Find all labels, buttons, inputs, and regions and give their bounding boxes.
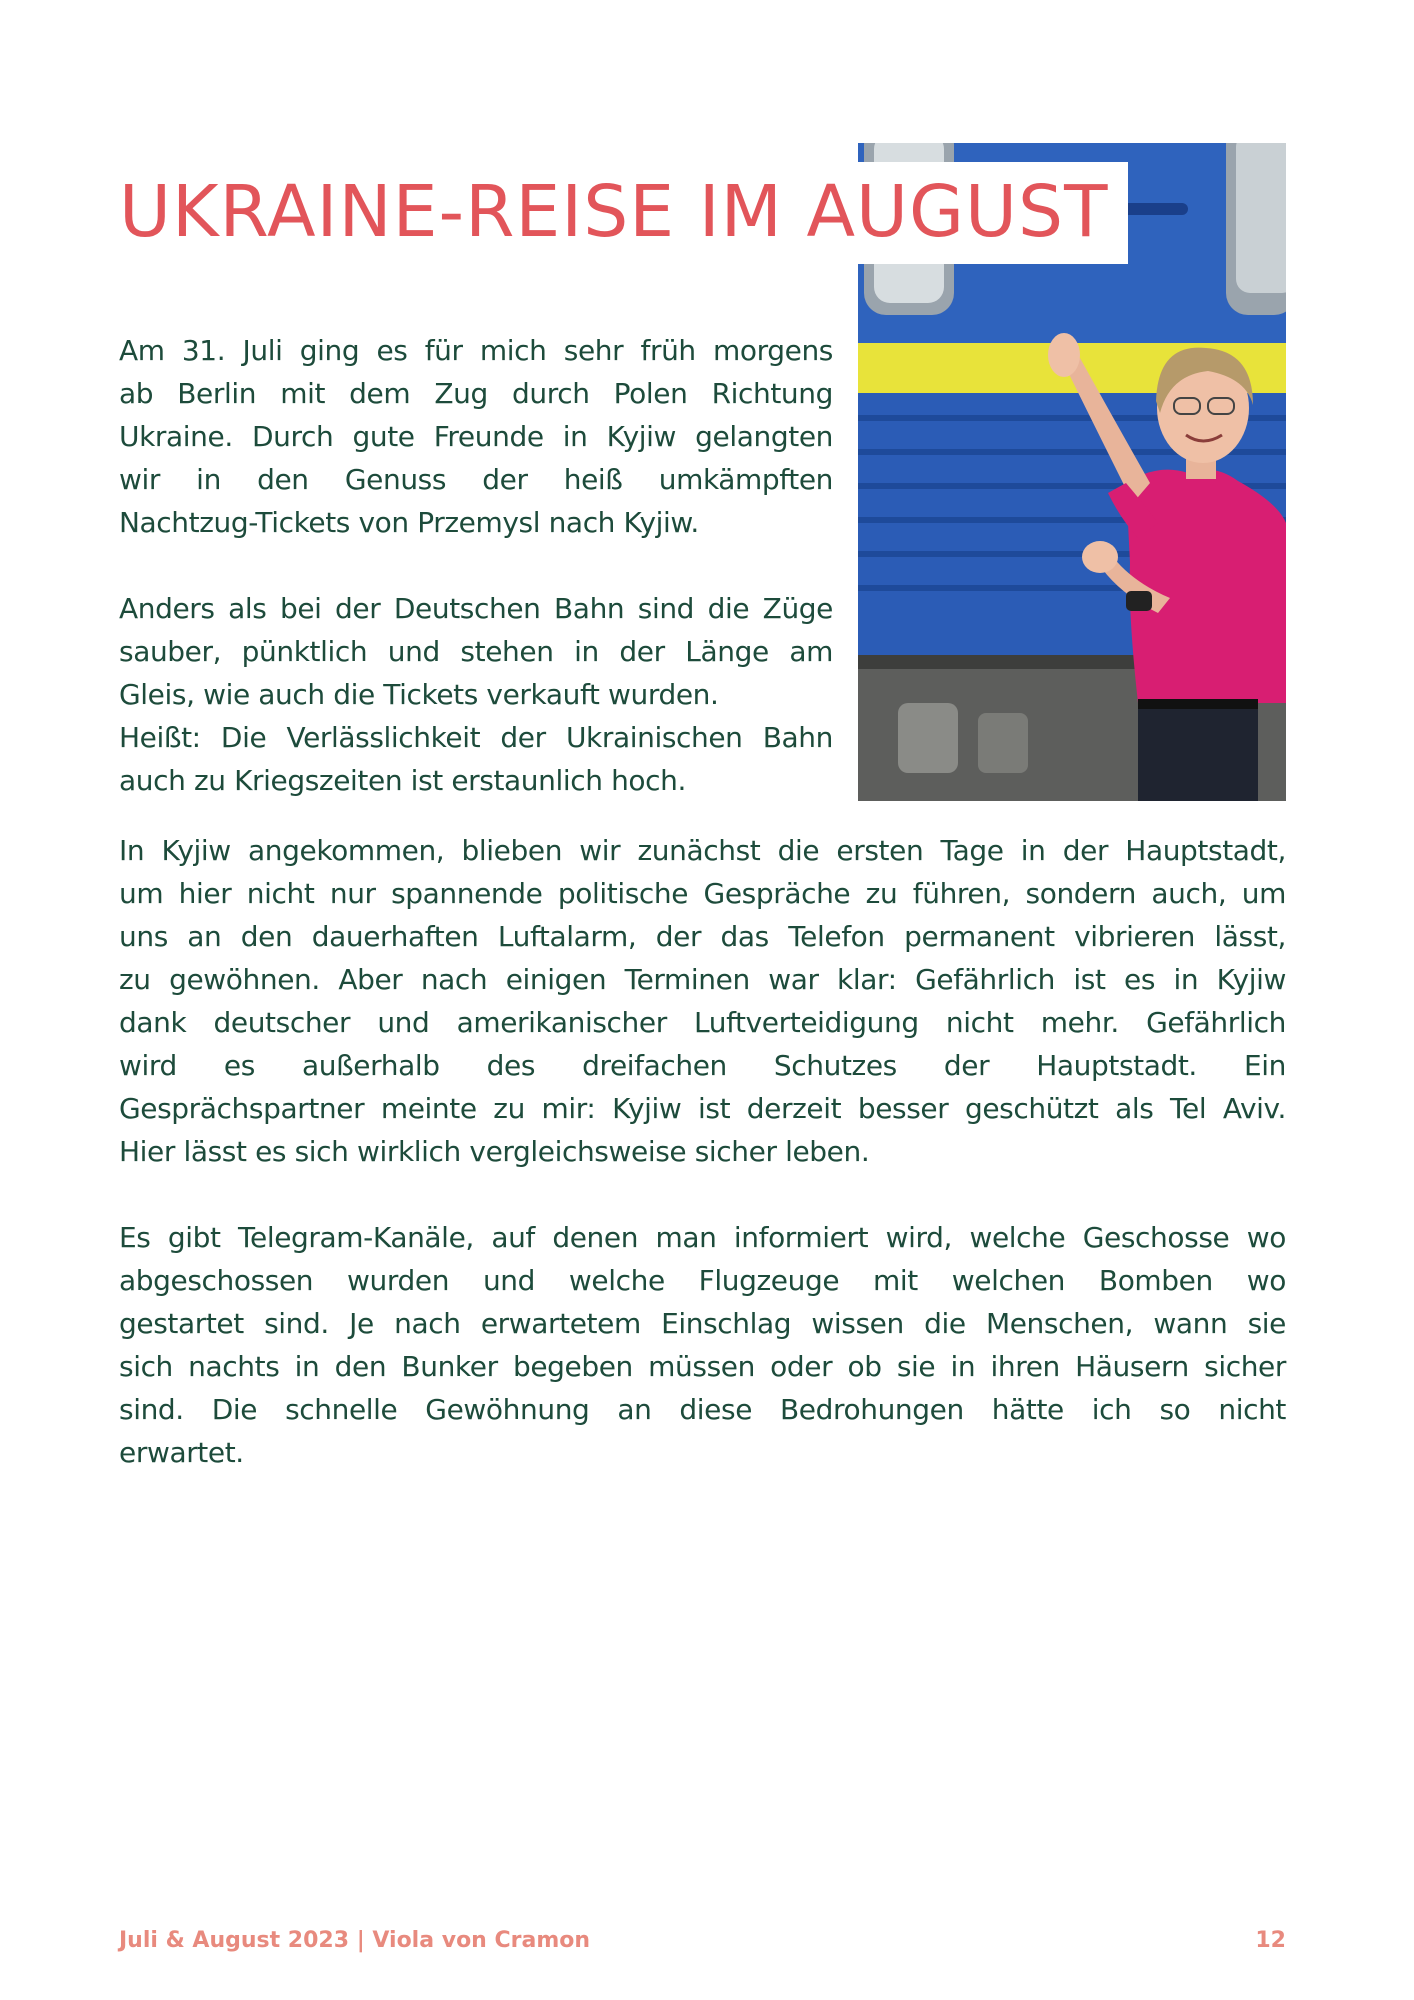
text-line: In Kyjiw angekommen, blieben wir zunächst die ersten Tage in der Hauptstadt, bbox=[119, 834, 1286, 867]
page-title: UKRAINE-REISE IM AUGUST bbox=[119, 162, 1128, 264]
text-line: Es gibt Telegram-Kanäle, auf denen man informiert wird, welche Geschosse wo bbox=[119, 1221, 1286, 1254]
text-line: gestartet sind. Je nach erwartetem Einschlag wissen die Menschen, wann sie bbox=[119, 1307, 1286, 1340]
text-line: sich nachts in den Bunker begeben müssen oder ob sie in ihren Häusern sicher bbox=[119, 1350, 1286, 1383]
text-line: dank deutscher und amerikanischer Luftverteidigung nicht mehr. Gefährlich bbox=[119, 1006, 1286, 1039]
text-line: um hier nicht nur spannende politische Gespräche zu führen, sondern auch, um bbox=[119, 877, 1286, 910]
footer-issue-author: Juli & August 2023 | Viola von Cramon bbox=[119, 1928, 591, 1953]
text-line: Ukraine. Durch gute Freunde in Kyjiw gelangten bbox=[119, 420, 833, 453]
text-line: Nachtzug-Tickets von Przemysl nach Kyjiw. bbox=[119, 506, 699, 539]
text-line: Hier lässt es sich wirklich vergleichsweise sicher leben. bbox=[119, 1135, 870, 1168]
page-number: 12 bbox=[1255, 1928, 1286, 1953]
paragraph-intro bbox=[119, 329, 833, 544]
paragraph-telegram bbox=[119, 1216, 1286, 1474]
text-line: abgeschossen wurden und welche Flugzeuge mit welchen Bomben wo bbox=[119, 1264, 1286, 1297]
text-line: wir in den Genuss der heiß umkämpften bbox=[119, 463, 833, 496]
text-line: uns an den dauerhaften Luftalarm, der das Telefon permanent vibrieren lässt, bbox=[119, 920, 1286, 953]
text-line: Gleis, wie auch die Tickets verkauft wurden. bbox=[119, 678, 719, 711]
text-line: zu gewöhnen. Aber nach einigen Terminen war klar: Gefährlich ist es in Kyjiw bbox=[119, 963, 1286, 996]
text-line: sind. Die schnelle Gewöhnung an diese Bedrohungen hätte ich so nicht bbox=[119, 1393, 1286, 1426]
text-line: auch zu Kriegszeiten ist erstaunlich hoch. bbox=[119, 764, 687, 797]
text-line: wird es außerhalb des dreifachen Schutzes der Hauptstadt. Ein bbox=[119, 1049, 1286, 1082]
text-line: Anders als bei der Deutschen Bahn sind die Züge bbox=[119, 592, 833, 625]
text-line: erwartet. bbox=[119, 1436, 244, 1469]
paragraph-kyjiw bbox=[119, 829, 1286, 1173]
text-line: sauber, pünktlich und stehen in der Länge am bbox=[119, 635, 833, 668]
text-line: ab Berlin mit dem Zug durch Polen Richtung bbox=[119, 377, 833, 410]
text-line: Heißt: Die Verlässlichkeit der Ukrainischen Bahn bbox=[119, 721, 833, 754]
text-line: Am 31. Juli ging es für mich sehr früh morgens bbox=[119, 334, 833, 367]
paragraph-trains bbox=[119, 587, 833, 802]
text-line: Gesprächspartner meinte zu mir: Kyjiw ist derzeit besser geschützt als Tel Aviv. bbox=[119, 1092, 1286, 1125]
